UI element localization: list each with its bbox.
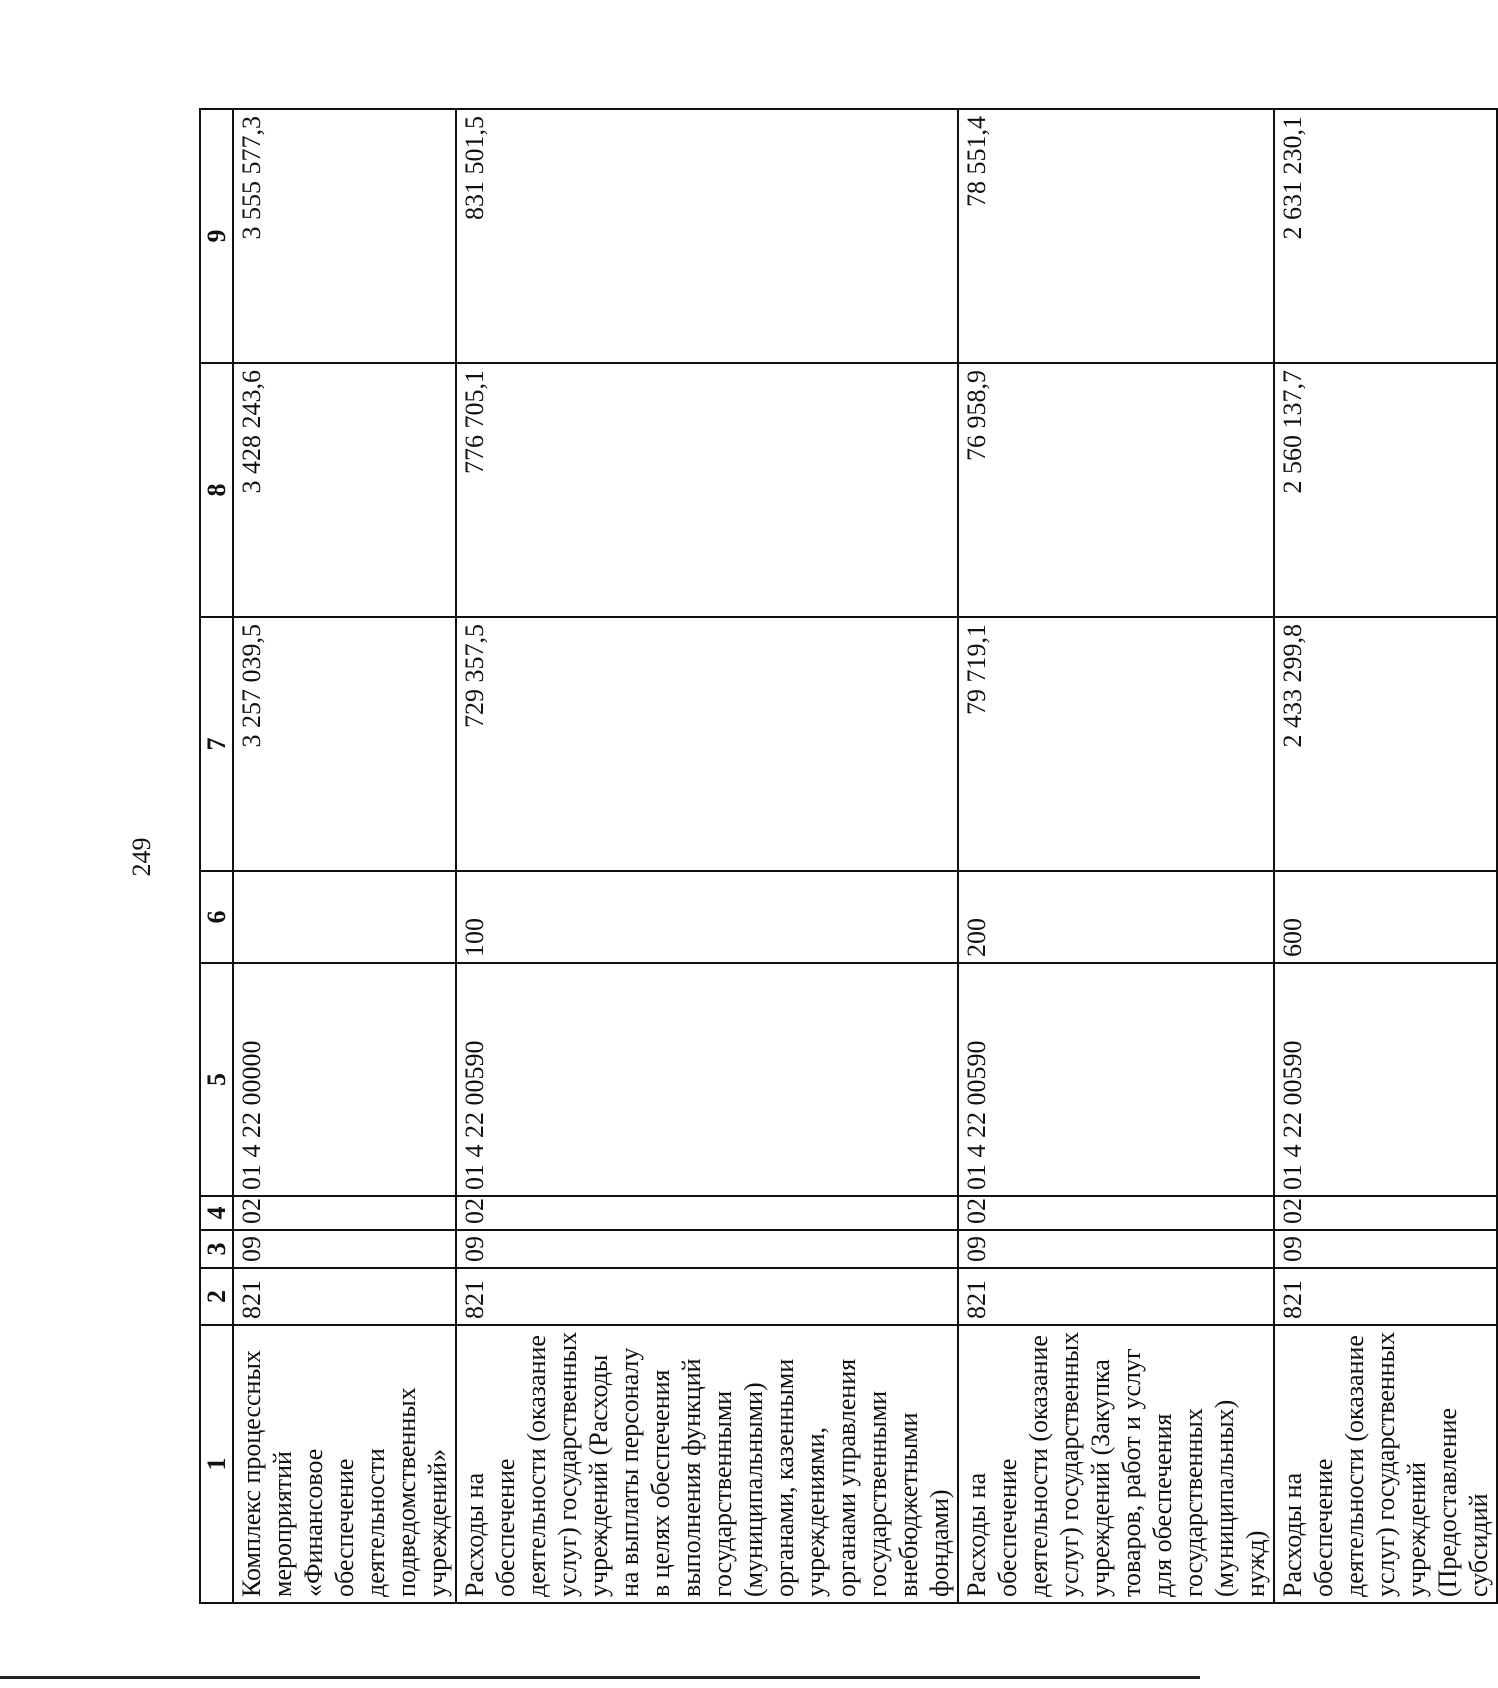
cell-col-5: 01 4 22 00590 — [456, 963, 958, 1196]
table-row — [233, 109, 456, 1603]
cell-col-2: 821 — [233, 1268, 456, 1325]
header-col-7: 7 — [200, 617, 233, 871]
budget-table — [199, 108, 1498, 1604]
cell-col-3: 09 — [233, 1230, 456, 1268]
cell-col-7: 79 719,1 — [958, 617, 1274, 871]
header-col-2: 2 — [200, 1268, 233, 1325]
cell-col-5: 01 4 22 00000 — [233, 963, 456, 1196]
cell-col-9: 78 551,4 — [958, 109, 1274, 363]
cell-col-3: 09 — [958, 1230, 1274, 1268]
cell-col-4: 02 — [1274, 1196, 1497, 1230]
cell-col-6: 100 — [456, 871, 958, 963]
header-row — [200, 109, 233, 1603]
header-col-6: 6 — [200, 871, 233, 963]
page-number: 249 — [127, 837, 156, 877]
cell-col-9: 831 501,5 — [456, 109, 958, 363]
table-row — [958, 109, 1274, 1603]
cell-col-9: 3 555 577,3 — [233, 109, 456, 363]
table-row — [456, 109, 958, 1603]
cell-col-6: 200 — [958, 871, 1274, 963]
cell-col-3: 09 — [1274, 1230, 1497, 1268]
header-col-8: 8 — [200, 363, 233, 617]
header-col-9: 9 — [200, 109, 233, 363]
budget-table-rotated — [199, 110, 1493, 1604]
cell-col-2: 821 — [958, 1268, 1274, 1325]
cell-col-7: 3 257 039,5 — [233, 617, 456, 871]
cell-col-8: 2 560 137,7 — [1274, 363, 1497, 617]
cell-col-7: 729 357,5 — [456, 617, 958, 871]
cell-col-8: 776 705,1 — [456, 363, 958, 617]
header-col-1: 1 — [200, 1325, 233, 1603]
cell-col-7: 2 433 299,8 — [1274, 617, 1497, 871]
cell-col-3: 09 — [456, 1230, 958, 1268]
cell-col-4: 02 — [958, 1196, 1274, 1230]
scan-bottom-edge — [0, 1676, 1200, 1679]
cell-col-9: 2 631 230,1 — [1274, 109, 1497, 363]
row-name: Комплекс процессных мероприятий «Финансовое обеспечение деятельности подведомственных учреждений» — [233, 1325, 456, 1603]
cell-col-5: 01 4 22 00590 — [958, 963, 1274, 1196]
cell-col-8: 3 428 243,6 — [233, 363, 456, 617]
cell-col-2: 821 — [1274, 1268, 1497, 1325]
row-name: Расходы на обеспечение деятельности (оказание услуг) государственных учреждений (Предоставление субсидий — [1274, 1325, 1497, 1603]
cell-col-6 — [233, 871, 456, 963]
header-col-5: 5 — [200, 963, 233, 1196]
budget-table-frame — [199, 110, 1493, 1604]
cell-col-4: 02 — [456, 1196, 958, 1230]
row-name: Расходы на обеспечение деятельности (оказание услуг) государственных учреждений (Закупка товаров, работ и услуг для обеспечения государственных (муниципальных) нужд) — [958, 1325, 1274, 1603]
header-col-3: 3 — [200, 1230, 233, 1268]
header-col-4: 4 — [200, 1196, 233, 1230]
table-row — [1274, 109, 1497, 1603]
cell-col-4: 02 — [233, 1196, 456, 1230]
cell-col-2: 821 — [456, 1268, 958, 1325]
row-name: Расходы на обеспечение деятельности (оказание услуг) государственных учреждений (Расходы на выплаты персоналу в целях обеспечения выполнения функций государственными (муниципальными) органами, казенными учреждениями, органами управления государственными внебюджетными фондами) — [456, 1325, 958, 1603]
cell-col-5: 01 4 22 00590 — [1274, 963, 1497, 1196]
cell-col-6: 600 — [1274, 871, 1497, 963]
cell-col-8: 76 958,9 — [958, 363, 1274, 617]
